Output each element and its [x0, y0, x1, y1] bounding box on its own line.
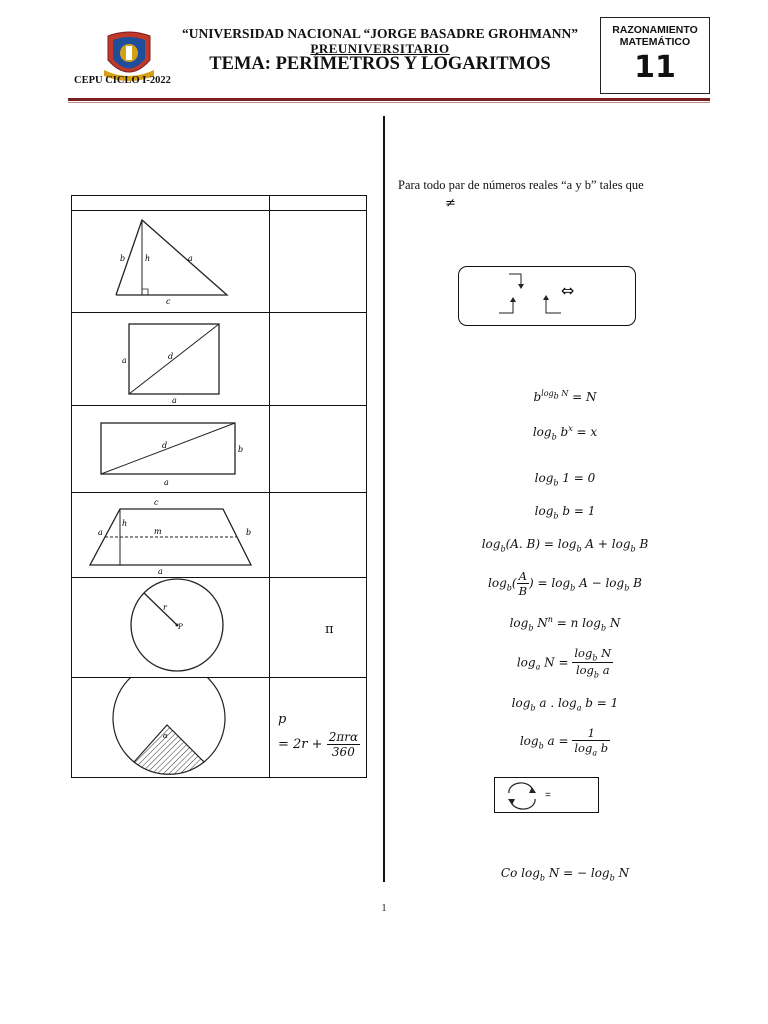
property-7: $\log_b N^n = n$ $\log_b N$: [509, 615, 621, 633]
property-5: $\log_b(A$. $B) = \log_b A + \log_b B$: [481, 537, 649, 554]
header-cell-perimeter: [270, 196, 366, 210]
label-d: d: [168, 352, 174, 361]
program-name: PREUNIVERSITARIO: [310, 41, 450, 56]
subject-line-2: MATEMÁTICO: [619, 36, 691, 48]
label-b: b: [238, 445, 244, 454]
formula-lhs: = 2r +: [278, 737, 323, 752]
subject-line-1: RAZONAMIENTO: [612, 24, 698, 36]
label-a: a: [98, 528, 103, 537]
formula-denominator: 360: [331, 745, 355, 759]
subject-box: [600, 17, 710, 94]
property-2: $\log_b b^x = x$: [532, 424, 598, 442]
definition-intro: Para todo par de números reales “a y b” tales que: [398, 178, 644, 192]
topic-title: TEMA: PERÍMETROS Y LOGARITMOS: [209, 54, 551, 74]
header-rule: [68, 98, 710, 101]
label-a: a: [122, 356, 127, 365]
sector-figure: [72, 678, 270, 778]
session-number: 11: [634, 50, 676, 85]
formula-fraction: [327, 730, 360, 759]
triangle-figure: [72, 211, 270, 313]
table-row: [71, 677, 367, 777]
label-b: b: [120, 254, 126, 263]
label-a: a: [172, 396, 177, 405]
property-3: $\log_b 1 = 0$: [534, 471, 596, 488]
label-c: c: [154, 498, 159, 507]
university-name: “UNIVERSIDAD NACIONAL “JORGE BASADRE GROHMANN”: [181, 26, 579, 41]
label-a: a: [158, 567, 163, 576]
property-8: $\log_a N$ = $\frac{\log_b N}{\log_b a}$: [516, 646, 612, 680]
table-bottom-border: [71, 777, 367, 778]
square-figure: [72, 313, 270, 406]
label-h: h: [145, 254, 151, 263]
label-m: m: [154, 527, 162, 536]
definition-arrows: [459, 267, 637, 327]
rectangle-figure: [72, 406, 270, 493]
perimeter-cell: [270, 211, 366, 312]
perimeter-cell: [270, 406, 366, 492]
perimeter-cell: [270, 493, 366, 577]
table-row: [71, 405, 367, 492]
change-base-box: [494, 777, 599, 813]
property-10: $\log_b a$ = $\frac{1}{\log_a b}$: [519, 726, 609, 758]
label-r: r: [163, 603, 167, 612]
formula-p: p: [278, 712, 287, 727]
table-row: [71, 210, 367, 312]
label-d: d: [162, 441, 168, 450]
cycle-label: CEPU CICLO I-2022: [74, 75, 171, 86]
equivalence-icon: ⇔: [561, 281, 575, 300]
figure-cell: [72, 313, 270, 405]
formula-numerator: 2πrα: [328, 730, 359, 744]
perimeter-cell: [270, 313, 366, 405]
perimeter-table: [71, 195, 367, 778]
property-1: $b^{log_b N} = N$: [533, 389, 597, 404]
property-4: $\log_b b = 1$: [534, 504, 596, 521]
label-b: b: [246, 528, 252, 537]
figure-cell: [72, 493, 270, 577]
label-a: a: [188, 254, 193, 263]
circle-figure: [72, 578, 270, 678]
label-alpha: α: [163, 732, 168, 740]
label-h: h: [122, 519, 128, 528]
figure-cell: [72, 406, 270, 492]
figure-cell: [72, 211, 270, 312]
property-6: $\log_b$( $\frac{A}{B}$ ) = $\log_b A - \log_b B$: [488, 569, 642, 598]
property-cologarithm: Co $\log_b N$ = − $\log_b N$: [500, 866, 630, 883]
perimeter-cell: [270, 578, 366, 677]
table-row: [71, 312, 367, 405]
label-a: a: [164, 478, 169, 487]
pi-symbol: π: [325, 622, 334, 637]
not-equal-symbol: ≠: [445, 196, 456, 211]
column-divider: [383, 116, 385, 882]
table-row: [71, 492, 367, 577]
box-equals: =: [545, 790, 551, 801]
page-number: 1: [381, 903, 387, 914]
figure-cell: [72, 578, 270, 677]
label-c: c: [166, 297, 171, 306]
figure-cell: [72, 678, 270, 777]
trapezoid-figure: [72, 493, 270, 578]
header-cell-figure: [72, 196, 270, 210]
property-9: $\log_b a$ . $\log_a b = 1$: [511, 696, 619, 713]
label-p: P: [178, 623, 183, 631]
perimeter-cell: [270, 678, 366, 777]
sector-perimeter-formula: [278, 730, 360, 759]
header-rule-thin: [68, 102, 710, 103]
cycle-arrows-icon: [503, 779, 543, 813]
table-row: [71, 577, 367, 677]
table-header-row: [71, 195, 367, 210]
definition-box: [458, 266, 636, 326]
